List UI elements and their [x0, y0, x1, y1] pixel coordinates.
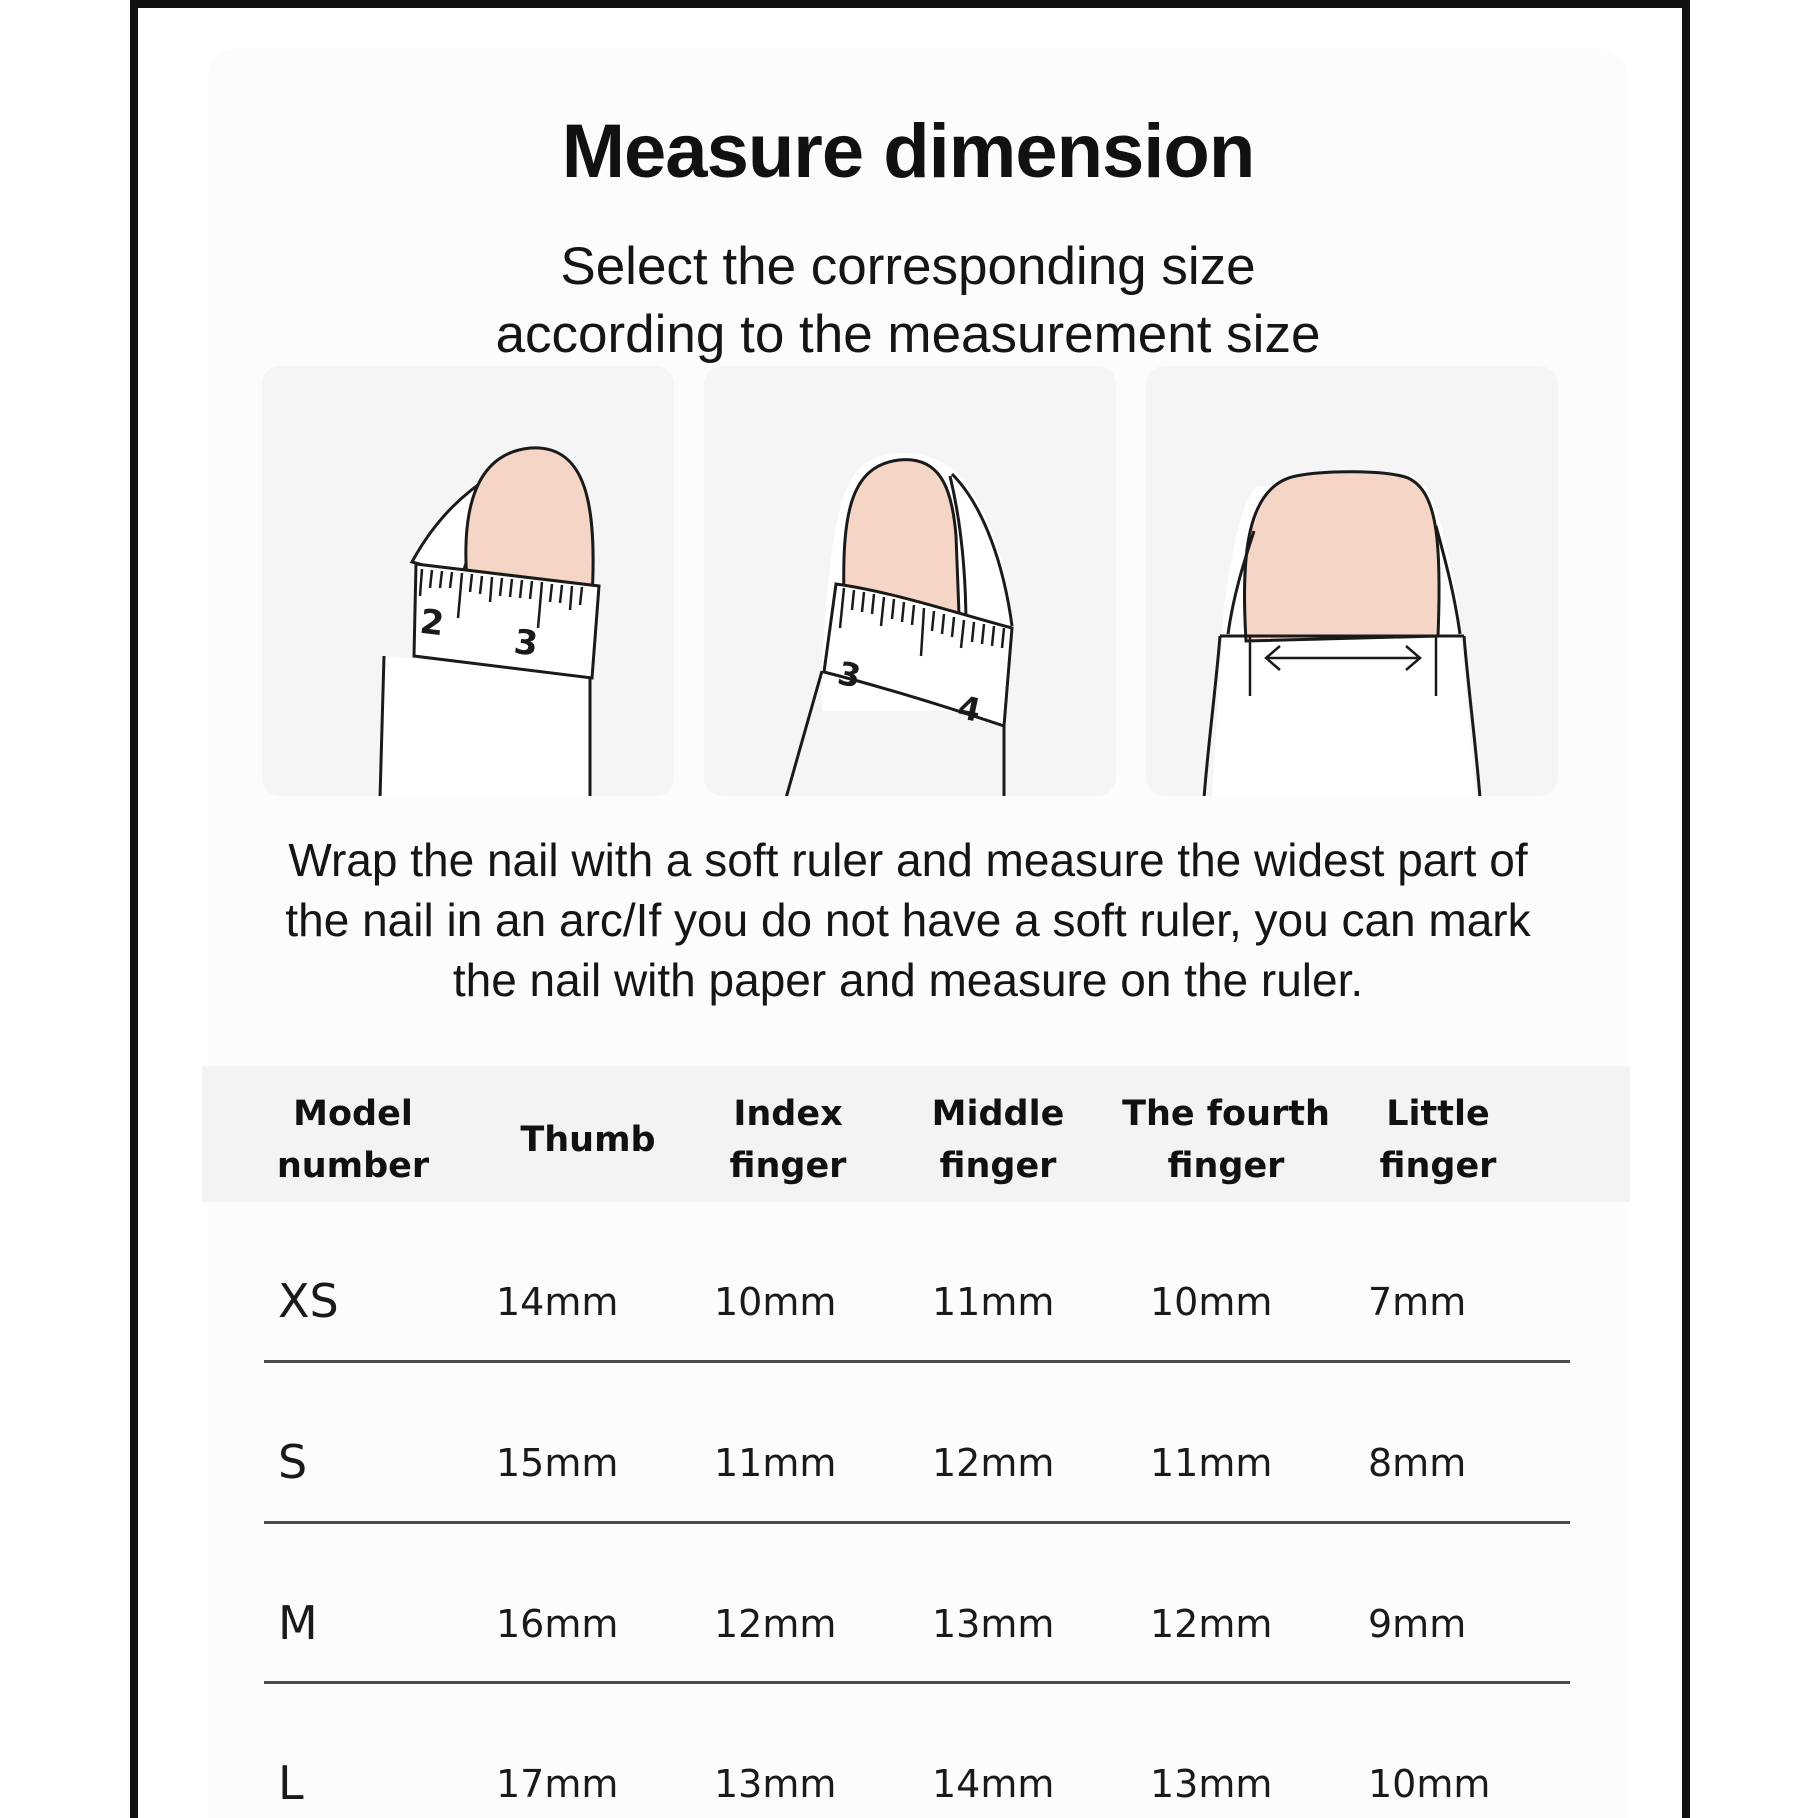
instructions-line-2: the nail in an arc/If you do not have a soft ruler, you can mark: [285, 894, 1531, 946]
cell-little: 10mm: [1368, 1762, 1491, 1806]
subtitle-line-1: Select the corresponding size: [560, 237, 1256, 296]
cell-little: 8mm: [1368, 1441, 1467, 1485]
row-divider: [264, 1681, 1570, 1684]
header-index-finger: Index finger: [729, 1094, 847, 1186]
row-divider: [264, 1521, 1570, 1524]
cell-index: 10mm: [714, 1280, 837, 1324]
cell-model: S: [278, 1435, 308, 1489]
cell-middle: 13mm: [932, 1602, 1055, 1646]
cell-little: 7mm: [1368, 1280, 1467, 1324]
header-model-number: Model number: [276, 1094, 430, 1186]
cell-thumb: 16mm: [496, 1602, 619, 1646]
instructions-line-3: the nail with paper and measure on the ruler.: [452, 954, 1364, 1006]
finger-ruler-illustration: [704, 366, 1116, 796]
cell-thumb: 17mm: [496, 1762, 619, 1806]
table-row: [138, 1742, 1678, 1818]
cell-fourth: 11mm: [1150, 1441, 1273, 1485]
header-middle-finger: Middle finger: [931, 1094, 1065, 1186]
cell-fourth: 12mm: [1150, 1602, 1273, 1646]
header-fourth-finger: The fourth finger: [1122, 1094, 1330, 1186]
nail-width-arrow-illustration: [1146, 366, 1558, 796]
cell-little: 9mm: [1368, 1602, 1467, 1646]
cell-middle: 14mm: [932, 1762, 1055, 1806]
cell-middle: 12mm: [932, 1441, 1055, 1485]
cell-index: 11mm: [714, 1441, 837, 1485]
measurement-instructions: [248, 830, 1568, 1010]
cell-fourth: 13mm: [1150, 1762, 1273, 1806]
page-title: Measure dimension: [561, 109, 1255, 194]
cell-index: 12mm: [714, 1602, 837, 1646]
subtitle-line-2: according to the measurement size: [495, 305, 1321, 364]
page-frame: [130, 0, 1690, 1818]
header-little-finger: Little finger: [1379, 1094, 1497, 1186]
page-subtitle: [138, 233, 1678, 369]
cell-thumb: 14mm: [496, 1280, 619, 1324]
cell-model: M: [278, 1596, 318, 1650]
table-row: [138, 1582, 1678, 1682]
ruler-number: 3: [511, 621, 541, 665]
cell-thumb: 15mm: [496, 1441, 619, 1485]
table-row: [138, 1421, 1678, 1521]
ruler-number: 4: [954, 687, 985, 730]
cell-model: XS: [278, 1274, 339, 1328]
row-divider: [264, 1360, 1570, 1363]
ruler-number: 2: [417, 601, 447, 645]
instructions-line-1: Wrap the nail with a soft ruler and measure the widest part of: [288, 834, 1528, 886]
cell-middle: 11mm: [932, 1280, 1055, 1324]
thumb-ruler-illustration: [262, 366, 674, 796]
ruler-number: 3: [834, 653, 865, 696]
cell-index: 13mm: [714, 1762, 837, 1806]
cell-model: L: [278, 1756, 304, 1810]
header-thumb: Thumb: [520, 1120, 656, 1160]
cell-fourth: 10mm: [1150, 1280, 1273, 1324]
table-row: [138, 1260, 1678, 1360]
